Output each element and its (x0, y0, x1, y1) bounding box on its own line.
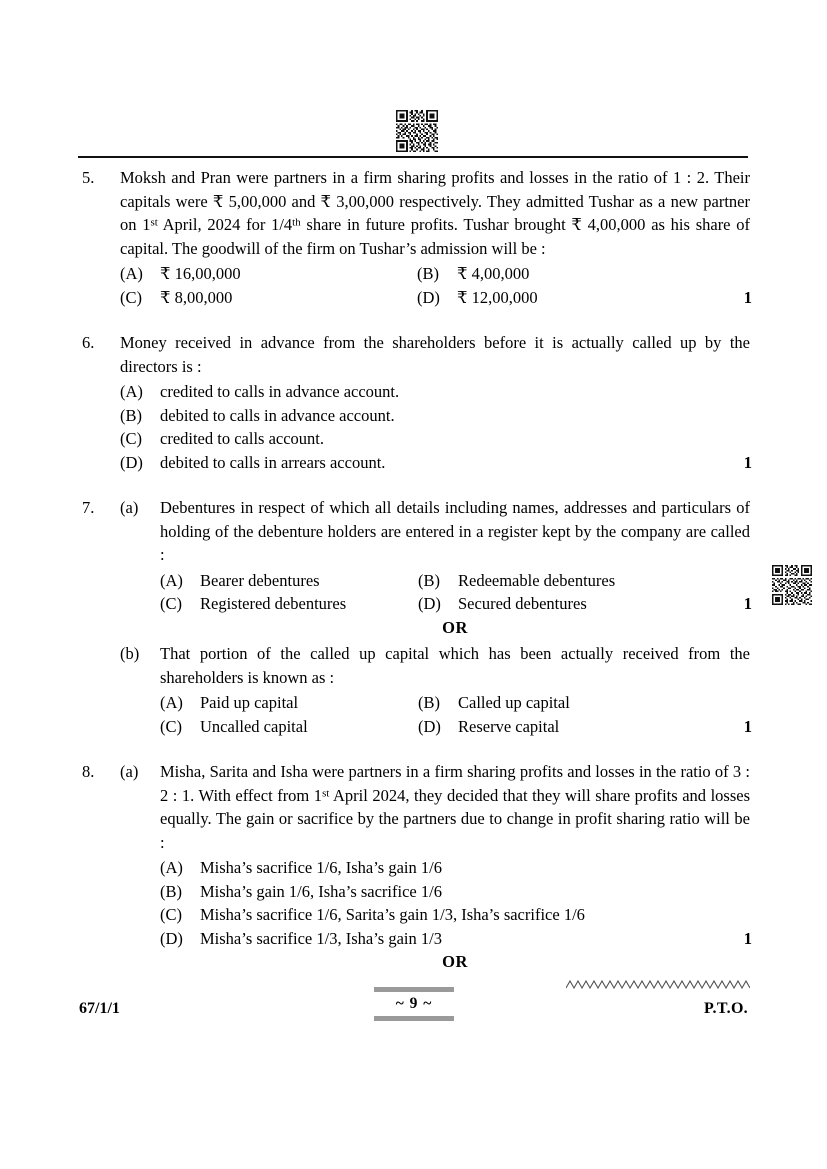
qr-code-side (772, 565, 812, 605)
stem-superscript-th: th (292, 216, 301, 229)
option-key: (C) (120, 429, 142, 448)
stem-superscript-st: st (322, 786, 330, 799)
option-text: Misha’s gain 1/6, Isha’s sacrifice 1/6 (200, 881, 442, 901)
option-text: Bearer debentures (200, 570, 320, 590)
option-d[interactable] (120, 451, 750, 475)
option-key: (D) (417, 287, 440, 307)
question-6 (78, 331, 750, 474)
paper-code: 67/1/1 (79, 1000, 120, 1017)
option-c[interactable] (160, 592, 418, 616)
marks-value: 1 (743, 594, 752, 613)
question-stem (160, 760, 750, 854)
question-stem: Money received in advance from the shareholders before it is actually called up by the directors is : (120, 333, 750, 376)
option-text: ₹ 12,00,000 (457, 287, 538, 307)
option-key: (C) (120, 287, 142, 307)
question-stem: That portion of the called up capital which has been actually received from the shareholders is known as : (160, 644, 750, 687)
option-key: (C) (160, 716, 182, 736)
question-stem: Debentures in respect of which all details including names, addresses and particulars of holding of the debenture holders are entered in a register kept by the company are called : (160, 498, 750, 564)
option-text: Called up capital (458, 693, 570, 712)
option-a[interactable] (160, 691, 418, 715)
option-d[interactable] (160, 927, 750, 951)
option-text: credited to calls account. (160, 429, 325, 448)
pto-label: P.T.O. (703, 1000, 748, 1017)
option-text: Redeemable debentures (458, 570, 616, 590)
option-text: Misha’s sacrifice 1/6, Isha’s gain 1/6 (200, 858, 442, 877)
option-text: Registered debentures (200, 594, 347, 613)
option-key: (A) (160, 858, 183, 877)
qr-code-top (396, 110, 438, 152)
spacer (78, 309, 750, 331)
stem-part-1: Misha, Sarita and Isha were partners in a firm sharing profits and losses in the ratio of 3 : 2 : 1. With effect from 1 (160, 762, 750, 805)
option-d[interactable] (418, 592, 750, 616)
marks-value: 1 (743, 452, 752, 472)
part-label: (a) (120, 762, 139, 781)
stem-part-2: April 2024, they decided that they will share profits and losses equally. The gain or sacrifice by the partners due to change in profit sharing ratio will be : (160, 785, 750, 852)
part-label: (b) (120, 644, 140, 663)
questions-container (78, 166, 750, 974)
option-text: Misha’s sacrifice 1/3, Isha’s gain 1/3 (200, 928, 442, 948)
option-b[interactable] (160, 880, 750, 904)
option-c[interactable] (120, 286, 417, 310)
or-separator-7: OR (442, 617, 468, 637)
options-list (160, 569, 750, 616)
option-text: credited to calls in advance account. (160, 382, 400, 401)
or-separator-8: OR (442, 952, 468, 971)
option-b[interactable] (417, 262, 750, 286)
option-text: ₹ 4,00,000 (457, 264, 530, 283)
option-text: Paid up capital (200, 693, 299, 712)
option-key: (B) (418, 693, 440, 712)
question-number: 8. (82, 762, 95, 781)
option-text: Secured debentures (458, 594, 587, 613)
spacer (78, 738, 750, 760)
option-d[interactable] (418, 715, 750, 739)
stem-part-1: Moksh and Pran were partners in a firm sharing profits and losses in the ratio of 1 : 2. Their capitals were ₹ 5,00,000 and ₹ 3,00,000 respectively. They admitted Tushar as a new partner on 1 (120, 168, 750, 234)
option-b[interactable] (418, 569, 750, 593)
option-key: (B) (160, 881, 182, 901)
stem-part-3: share in future profits. Tushar brought ₹ 4,00,000 as his share of capital. The goodwill of the firm on Tushar’s admission will be : (120, 215, 751, 258)
option-text: ₹ 16,00,000 (160, 264, 241, 283)
page-marker-number: ~ 9 ~ (395, 995, 433, 1012)
question-number: 6. (82, 333, 95, 352)
question-8-part-a (78, 760, 750, 950)
question-7-part-a (78, 496, 750, 616)
options-list (120, 380, 750, 474)
marks-value: 1 (743, 287, 752, 307)
option-key: (D) (418, 716, 441, 736)
option-key: (A) (120, 264, 143, 283)
question-number: 7. (82, 498, 95, 517)
option-a[interactable] (120, 380, 750, 404)
option-text: debited to calls in advance account. (160, 405, 395, 425)
stem-superscript-st: st (150, 216, 158, 229)
option-key: (B) (418, 570, 440, 590)
option-text: ₹ 8,00,000 (160, 287, 233, 307)
option-d[interactable] (417, 286, 750, 310)
option-b[interactable] (418, 691, 750, 715)
question-7-part-b (78, 642, 750, 738)
option-a[interactable] (120, 262, 417, 286)
question-5 (78, 166, 750, 309)
option-key: (D) (418, 594, 441, 613)
stem-part-2: April, 2024 for 1/4 (157, 215, 293, 234)
option-a[interactable] (160, 856, 750, 880)
question-number: 5. (82, 168, 95, 187)
option-text: Reserve capital (458, 716, 560, 736)
option-c[interactable] (120, 427, 750, 451)
page-marker-bar-bottom (374, 1016, 454, 1021)
option-key: (B) (417, 264, 439, 283)
option-key: (A) (160, 693, 183, 712)
page-marker (374, 987, 454, 1021)
options-list (160, 856, 750, 950)
option-key: (A) (120, 382, 143, 401)
marks-value: 1 (743, 928, 752, 948)
options-list (160, 691, 750, 738)
options-list (120, 262, 750, 309)
option-key: (C) (160, 905, 182, 924)
zigzag-decoration (566, 979, 750, 991)
option-key: (D) (120, 452, 143, 472)
spacer (78, 474, 750, 496)
option-c[interactable] (160, 903, 750, 927)
option-c[interactable] (160, 715, 418, 739)
question-stem (120, 166, 750, 260)
header-rule (78, 156, 748, 158)
option-text: Uncalled capital (200, 716, 308, 736)
option-a[interactable] (160, 569, 418, 593)
page-footer (0, 995, 827, 1055)
option-key: (C) (160, 594, 182, 613)
option-key: (B) (120, 405, 142, 425)
option-key: (D) (160, 928, 183, 948)
option-key: (A) (160, 570, 183, 590)
option-text: Misha’s sacrifice 1/6, Sarita’s gain 1/3, Isha’s sacrifice 1/6 (200, 905, 585, 924)
part-label: (a) (120, 498, 139, 517)
option-b[interactable] (120, 404, 750, 428)
option-text: debited to calls in arrears account. (160, 452, 386, 472)
marks-value: 1 (743, 716, 752, 736)
